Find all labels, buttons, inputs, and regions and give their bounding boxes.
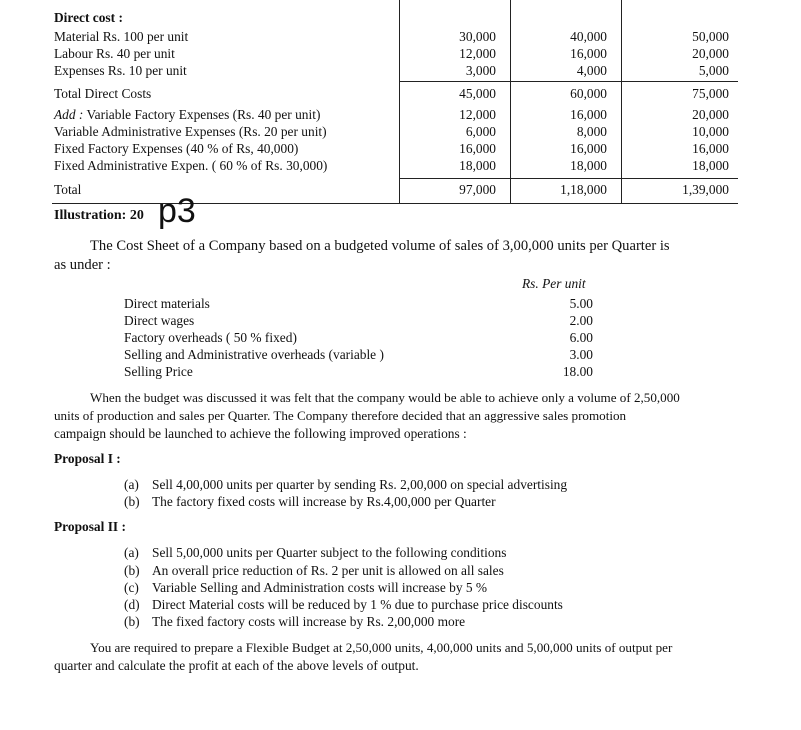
add-row-text: Variable Factory Expenses (Rs. 40 per unit) [86,107,321,122]
cell-value: 3,000 [465,63,496,78]
cell-value: 60,000 [570,86,607,101]
cell-value: 40,000 [570,29,607,44]
cell-value: 8,000 [576,124,607,139]
list-marker: (b) [124,614,140,629]
cell-value: 18,000 [692,158,729,173]
row-label: Total [54,182,82,197]
row-label: Fixed Factory Expenses (40 % of Rs, 40,000) [54,141,299,156]
budget-para-line: When the budget was discussed it was felt that the company would be able to achieve only a volume of 2,50,000 [90,390,680,405]
requirement-line: quarter and calculate the profit at each of the above levels of output. [54,658,419,673]
list-text: Variable Selling and Administration costs will increase by 5 % [152,580,488,595]
row-label: Material Rs. 100 per unit [54,29,189,44]
cost-sheet-value: 6.00 [569,330,593,345]
cell-value: 6,000 [465,124,496,139]
budget-para-line: units of production and sales per Quarter. The Company therefore decided that an aggressive sales promotion [54,408,627,423]
cell-value: 97,000 [459,182,496,197]
list-marker: (a) [124,545,139,560]
row-label: Fixed Administrative Expen. ( 60 % of Rs. 30,000) [54,158,328,173]
cell-value: 12,000 [459,107,496,122]
row-label [54,107,320,123]
cost-sheet-value: 18.00 [562,364,593,379]
cell-value: 12,000 [459,46,496,61]
intro-line: The Cost Sheet of a Company based on a budgeted volume of sales of 3,00,000 units per Quarter is [90,238,670,254]
cell-value: 10,000 [692,124,729,139]
row-label: Total Direct Costs [54,86,152,101]
direct-cost-heading: Direct cost : [54,10,123,25]
table-rule [621,0,622,203]
add-prefix: Add : [54,107,84,122]
list-marker: (b) [124,563,140,578]
cell-value: 18,000 [570,158,607,173]
list-text: The fixed factory costs will increase by Rs. 2,00,000 more [152,614,466,629]
proposal-1-title: Proposal I : [54,451,121,466]
proposal-2-title: Proposal II : [54,519,126,534]
list-text: An overall price reduction of Rs. 2 per unit is allowed on all sales [152,563,504,578]
cell-value: 18,000 [459,158,496,173]
table-rule [399,178,738,179]
requirement-line: You are required to prepare a Flexible Budget at 2,50,000 units, 4,00,000 units and 5,00,000 units of output per [90,640,673,655]
row-label: Expenses Rs. 10 per unit [54,63,187,78]
cost-sheet-value: 3.00 [569,347,593,362]
list-marker: (b) [124,494,140,509]
list-text: Direct Material costs will be reduced by 1 % due to purchase price discounts [152,597,563,612]
cost-sheet-value: 5.00 [569,296,593,311]
list-marker: (a) [124,477,139,492]
illustration-heading [54,208,144,224]
list-marker: (c) [124,580,139,595]
cost-sheet-label: Direct materials [124,296,210,311]
cost-sheet-header: Rs. Per unit [522,276,586,291]
cell-value: 1,18,000 [560,182,607,197]
table-rule [399,81,738,82]
cell-value: 1,39,000 [682,182,729,197]
table-rule [510,0,511,203]
cell-value: 45,000 [459,86,496,101]
cell-value: 30,000 [459,29,496,44]
cost-sheet-label: Selling Price [124,364,193,379]
cost-sheet-label: Factory overheads ( 50 % fixed) [124,330,297,345]
cell-value: 75,000 [692,86,729,101]
cell-value: 16,000 [570,46,607,61]
cell-value: 20,000 [692,46,729,61]
cell-value: 16,000 [459,141,496,156]
intro-line: as under : [54,257,111,273]
handwritten-page-mark: p3 [158,192,196,230]
cell-value: 5,000 [698,63,729,78]
illustration-label: Illustration: 20 [54,208,144,223]
table-rule [52,203,738,204]
cell-value: 16,000 [570,107,607,122]
cell-value: 4,000 [576,63,607,78]
cost-sheet-value: 2.00 [569,313,593,328]
cost-sheet-label: Selling and Administrative overheads (variable ) [124,347,384,362]
cell-value: 50,000 [692,29,729,44]
list-marker: (d) [124,597,140,612]
table-rule [399,0,400,203]
row-label: Variable Administrative Expenses (Rs. 20 per unit) [54,124,327,139]
cost-sheet-label: Direct wages [124,313,195,328]
list-text: The factory fixed costs will increase by Rs.4,00,000 per Quarter [152,494,496,509]
list-text: Sell 4,00,000 units per quarter by sending Rs. 2,00,000 on special advertising [152,477,568,492]
budget-para-line: campaign should be launched to achieve the following improved operations : [54,426,467,441]
cell-value: 20,000 [692,107,729,122]
cell-value: 16,000 [692,141,729,156]
row-label: Labour Rs. 40 per unit [54,46,175,61]
cell-value: 16,000 [570,141,607,156]
list-text: Sell 5,00,000 units per Quarter subject to the following conditions [152,545,507,560]
